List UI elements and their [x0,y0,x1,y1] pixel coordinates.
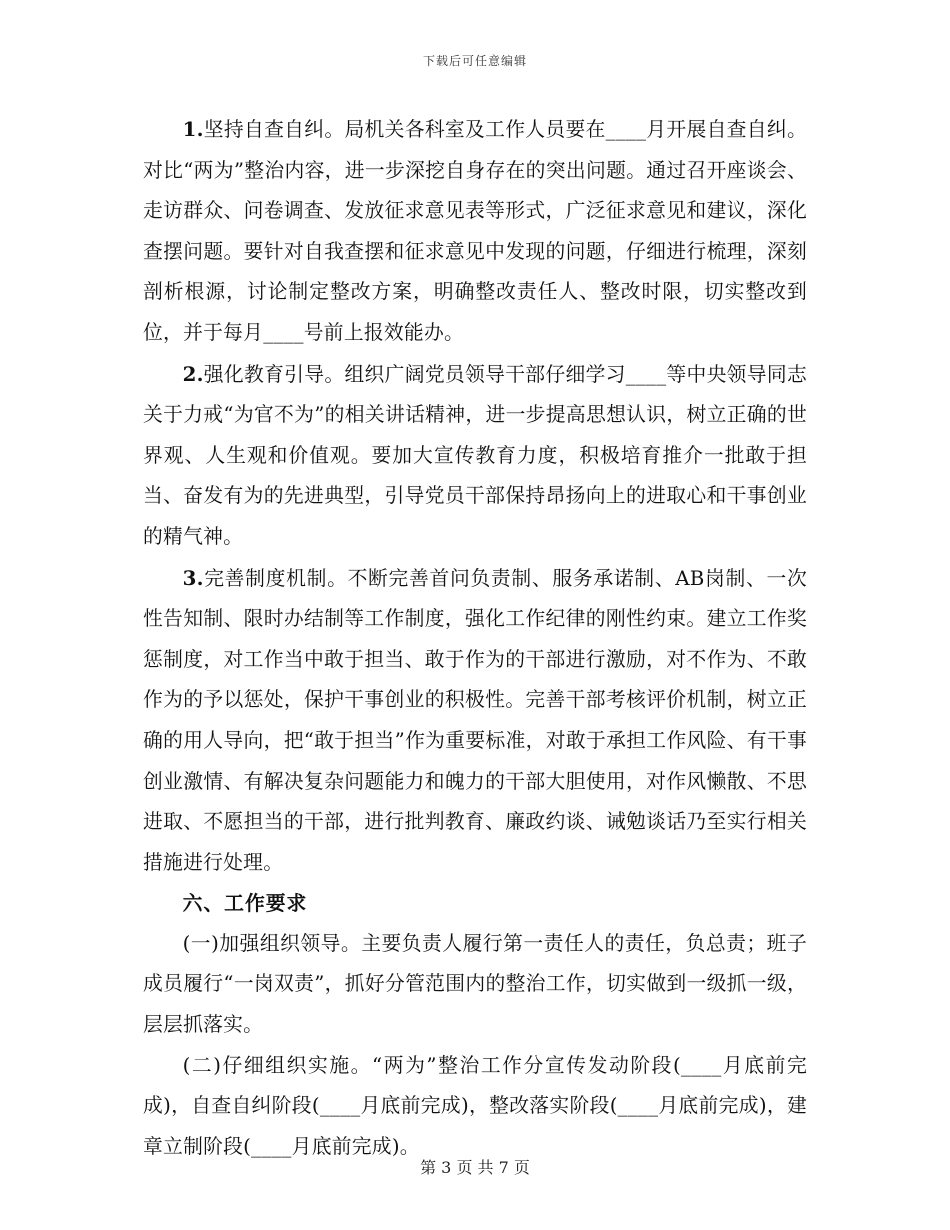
paragraph-text: 强化教育引导。组织广阔党员领导干部仔细学习____等中央领导同志关于力戒“为官不为”的相关讲话精神，进一步提高思想认识，树立正确的世界观、人生观和价值观。要加大宣传教育力度，积极培育推介一批敢于担当、奋发有为的先进典型，引导党员干部保持昂扬向上的进取心和干事创业的精气神。 [143,362,807,548]
page-header-note: 下载后可任意编辑 [422,54,527,68]
paragraph-number: 2. [182,361,204,386]
paragraph-number: 3. [182,565,204,590]
paragraph-institutional-mechanism [143,558,807,884]
paragraph-implementation-stages: (二)仔细组织实施。“两为”整治工作分宣传发动阶段(____月底前完成)，自查自纠阶段(____月底前完成)，整改落实阶段(____月底前完成)，建章立制阶段(____月底前完成)。 [143,1053,807,1158]
paragraph-text: 坚持自查自纠。局机关各科室及工作人员要在____月开展自查自纠。对比“两为”整治内容，进一步深挖自身存在的突出问题。通过召开座谈会、走访群众、问卷调查、发放征求意见表等形式，广泛征求意见和建议，深化查摆问题。要针对自我查摆和征求意见中发现的问题，仔细进行梳理，深刻剖析根源，讨论制定整改方案，明确整改责任人、整改时限，切实整改到位，并于每月____号前上报效能办。 [143,118,807,344]
paragraph-education-guidance [143,354,807,558]
paragraph-organization-leadership: (一)加强组织领导。主要负责人履行第一责任人的责任，负总责；班子成员履行“一岗双责”，抓好分管范围内的整治工作，切实做到一级抓一级，层层抓落实。 [143,931,807,1037]
section-heading-work-requirements: 六、工作要求 [182,891,308,916]
document-body [143,109,807,1167]
paragraph-number: 1. [182,117,204,141]
paragraph-text: 完善制度机制。不断完善首问负责制、服务承诺制、AB岗制、一次性告知制、限时办结制等工作制度，强化工作纪律的刚性约束。建立工作奖惩制度，对工作当中敢于担当、敢于作为的干部进行激励，对不作为、不敢作为的予以惩处，保护干事创业的积极性。完善干部考核评价机制，树立正确的用人导向，把“敢于担当”作为重要标准，对敢于承担工作风险、有干事创业激情、有解决复杂问题能力和魄力的干部大胆使用，对作风懒散、不思进取、不愿担当的干部，进行批判教育、廉政约谈、诫勉谈话乃至实行相关措施进行处理。 [143,566,807,874]
paragraph-self-inspection [143,109,807,354]
page-number: 第 3 页 共 7 页 [420,1158,530,1177]
